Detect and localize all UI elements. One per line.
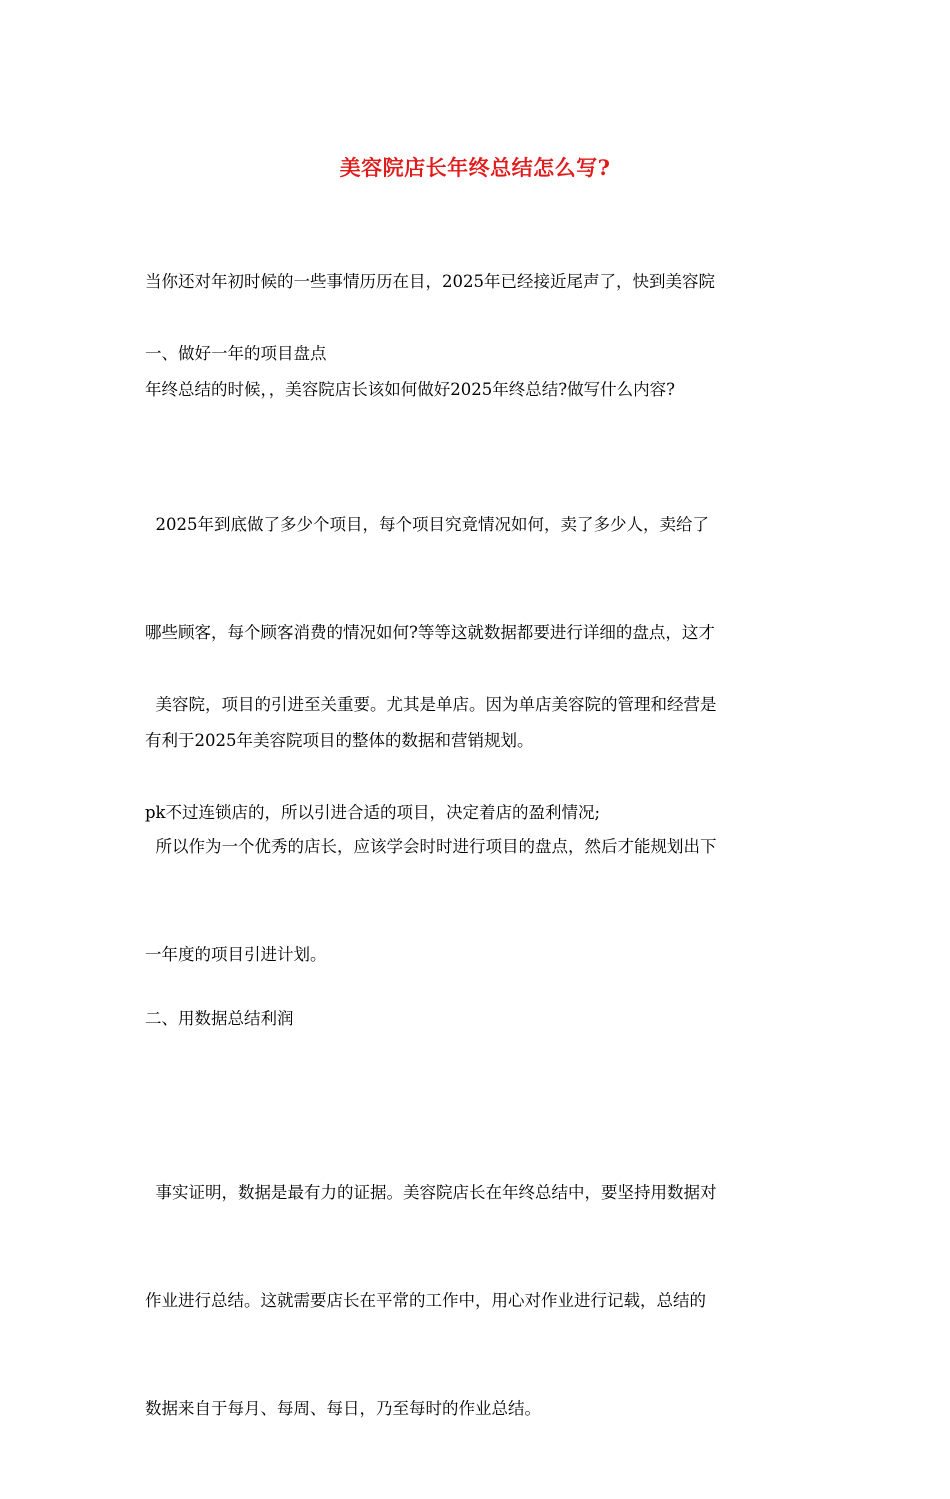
s2p1-line-3: 数据来自于每月、每周、每日，乃至每时的作业总结。 [145, 1399, 541, 1418]
section-1-paragraph-3 [145, 757, 810, 1045]
s2p1-line-2: 作业进行总结。这就需要店长在平常的工作中，用心对作业进行记载，总结的 [145, 1291, 706, 1310]
intro-line-1: 当你还对年初时候的一些事情历历在目，2025年已经接近尾声了，快到美容院 [145, 272, 715, 291]
s2p1-line-1: 事实证明，数据是最有力的证据。美容院店长在年终总结中，要坚持用数据对 [145, 1183, 717, 1202]
s1p1-line-3: 有利于2025年美容院项目的整体的数据和营销规划。 [145, 731, 534, 750]
s1p1-line-2: 哪些顾客，每个顾客消费的情况如何?等等这就数据都要进行详细的盘点，这才 [145, 623, 715, 642]
s1p2-line-1: 美容院，项目的引进至关重要。尤其是单店。因为单店美容院的管理和经营是 [145, 695, 717, 714]
s1p3-line-1: 所以作为一个优秀的店长，应该学会时时进行项目的盘点，然后才能规划出下 [145, 837, 717, 856]
s1p2-line-2: pk不过连锁店的，所以引进合适的项目，决定着店的盈利情况; [145, 803, 601, 822]
document-title: 美容院店长年终总结怎么写? [339, 155, 611, 180]
s1p3-line-2: 一年度的项目引进计划。 [145, 945, 327, 964]
intro-line-2: 年终总结的时候，，美容院店长该如何做好2025年终总结?做写什么内容? [145, 380, 675, 399]
section-2-heading: 二、用数据总结利润 [145, 1009, 294, 1028]
section-2-paragraph-1 [145, 1103, 810, 1499]
s1p1-line-1: 2025年到底做了多少个项目，每个项目究竟情况如何，卖了多少人，卖给了 [145, 515, 709, 534]
section-1-heading: 一、做好一年的项目盘点 [145, 344, 327, 363]
